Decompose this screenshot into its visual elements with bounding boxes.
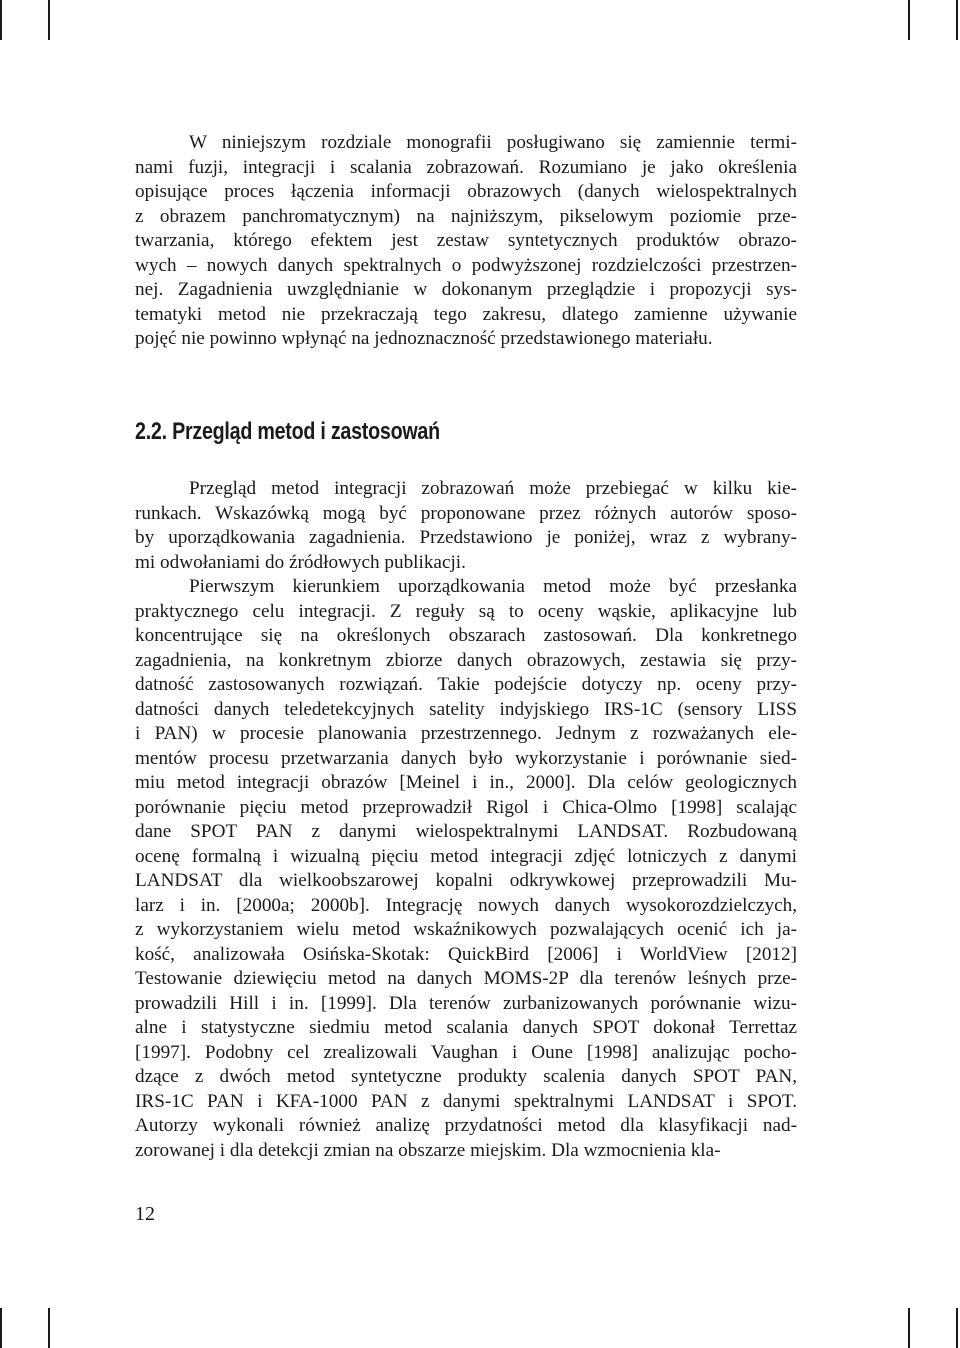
text-line: datności danych teledetekcyjnych satelity indyjskiego IRS-1C (sensory LISS	[135, 698, 797, 720]
text-line: Przegląd metod integracji zobrazowań może przebiegać w kilku kie-	[189, 478, 797, 499]
crop-mark-bottom-right-inner	[908, 1308, 910, 1348]
intro-paragraph	[135, 131, 797, 352]
crop-mark-bottom-right-outer	[956, 1308, 958, 1348]
text-line: zagadnienia, na konkretnym zbiorze danych obrazowych, zestawia się przy-	[135, 649, 797, 671]
text-line: dzące z dwóch metod syntetyczne produkty scalenia danych SPOT PAN,	[135, 1066, 797, 1087]
text-line: praktycznego celu integracji. Z reguły są to oceny wąskie, aplikacyjne lub	[135, 600, 797, 622]
text-line: alne i statystyczne siedmiu metod scalania danych SPOT dokonał Terrettaz	[135, 1017, 797, 1038]
text-line: tematyki metod nie przekraczają tego zakresu, dlatego zamienne używanie	[135, 303, 797, 325]
text-line: Autorzy wykonali również analizę przydatności metod dla klasyfikacji nad-	[135, 1115, 797, 1136]
text-line: miu metod integracji obrazów [Meinel i in., 2000]. Dla celów geologicznych	[135, 772, 797, 793]
text-line: pojęć nie powinno wpłynąć na jednoznaczność przedstawionego materiału.	[135, 328, 713, 349]
text-line: wych – nowych danych spektralnych o podwyższonej rozdzielczości przestrzen-	[135, 254, 797, 276]
text-line: z obrazem panchromatycznym) na najniższym, pikselowym poziomie prze-	[135, 205, 797, 227]
text-line: [1997]. Podobny cel zrealizowali Vaughan i Oune [1998] analizując pocho-	[135, 1041, 797, 1063]
text-line: mentów procesu przetwarzania danych było wykorzystanie i porównanie sied-	[135, 747, 797, 769]
text-line: dane SPOT PAN z danymi wielospektralnymi LANDSAT. Rozbudowaną	[135, 821, 797, 842]
text-line: by uporządkowania zagadnienia. Przedstawiono je poniżej, wraz z wybrany-	[135, 527, 797, 548]
text-line: kość, analizowała Osińska-Skotak: QuickBird [2006] i WorldView [2012]	[135, 943, 797, 965]
crop-mark-top-right-inner	[908, 0, 910, 40]
crop-mark-top-left-outer	[0, 0, 2, 40]
text-line: datność zastosowanych rozwiązań. Takie podejście dotyczy np. oceny przy-	[135, 674, 797, 695]
section-heading: 2.2. Przegląd metod i zastosowań	[135, 418, 440, 445]
text-line: nami fuzji, integracji i scalania zobrazowań. Rozumiano je jako określenia	[135, 156, 797, 178]
text-line: z wykorzystaniem wielu metod wskaźnikowych pozwalających ocenić ich ja-	[135, 919, 797, 940]
paragraph-methods-overview	[135, 477, 797, 575]
text-line: koncentrujące się na określonych obszarach zastosowań. Dla konkretnego	[135, 625, 797, 646]
text-line: W niniejszym rozdziale monografii posługiwano się zamiennie termi-	[189, 132, 797, 153]
text-line: zorowanej i dla detekcji zmian na obszarze miejskim. Dla wzmocnienia kla-	[135, 1139, 721, 1161]
paragraph-practical-purpose	[135, 575, 797, 1163]
text-line: ocenę formalną i wizualną pięciu metod integracji zdjęć lotniczych z danymi	[135, 845, 797, 867]
text-line: porównanie pięciu metod przeprowadził Rigol i Chica-Olmo [1998] scalając	[135, 796, 797, 818]
text-line: prowadzili Hill i in. [1999]. Dla terenów zurbanizowanych porównanie wizu-	[135, 992, 797, 1014]
crop-mark-top-right-outer	[956, 0, 958, 40]
page-number: 12	[135, 1203, 155, 1225]
crop-mark-bottom-left-outer	[0, 1308, 2, 1348]
crop-mark-top-left-inner	[48, 0, 50, 40]
text-line: i PAN) w procesie planowania przestrzennego. Jednym z rozważanych ele-	[135, 723, 797, 744]
crop-mark-bottom-left-inner	[48, 1308, 50, 1348]
text-line: LANDSAT dla wielkoobszarowej kopalni odkrywkowej przeprowadzili Mu-	[135, 870, 797, 891]
text-line: mi odwołaniami do źródłowych publikacji.	[135, 551, 466, 573]
text-line: larz i in. [2000a; 2000b]. Integrację nowych danych wysokorozdzielczych,	[135, 894, 797, 916]
text-line: nej. Zagadnienia uwzględnianie w dokonanym przeglądzie i propozycji sys-	[135, 279, 797, 300]
text-line: Testowanie dziewięciu metod na danych MOMS-2P dla terenów leśnych prze-	[135, 968, 797, 989]
text-line: twarzania, którego efektem jest zestaw syntetycznych produktów obrazo-	[135, 230, 797, 251]
text-line: runkach. Wskazówką mogą być proponowane przez różnych autorów sposo-	[135, 502, 797, 524]
text-line: opisujące proces łączenia informacji obrazowych (danych wielospektralnych	[135, 181, 797, 202]
text-line: Pierwszym kierunkiem uporządkowania metod może być przesłanka	[189, 576, 797, 597]
text-line: IRS-1C PAN i KFA-1000 PAN z danymi spektralnymi LANDSAT i SPOT.	[135, 1090, 797, 1112]
